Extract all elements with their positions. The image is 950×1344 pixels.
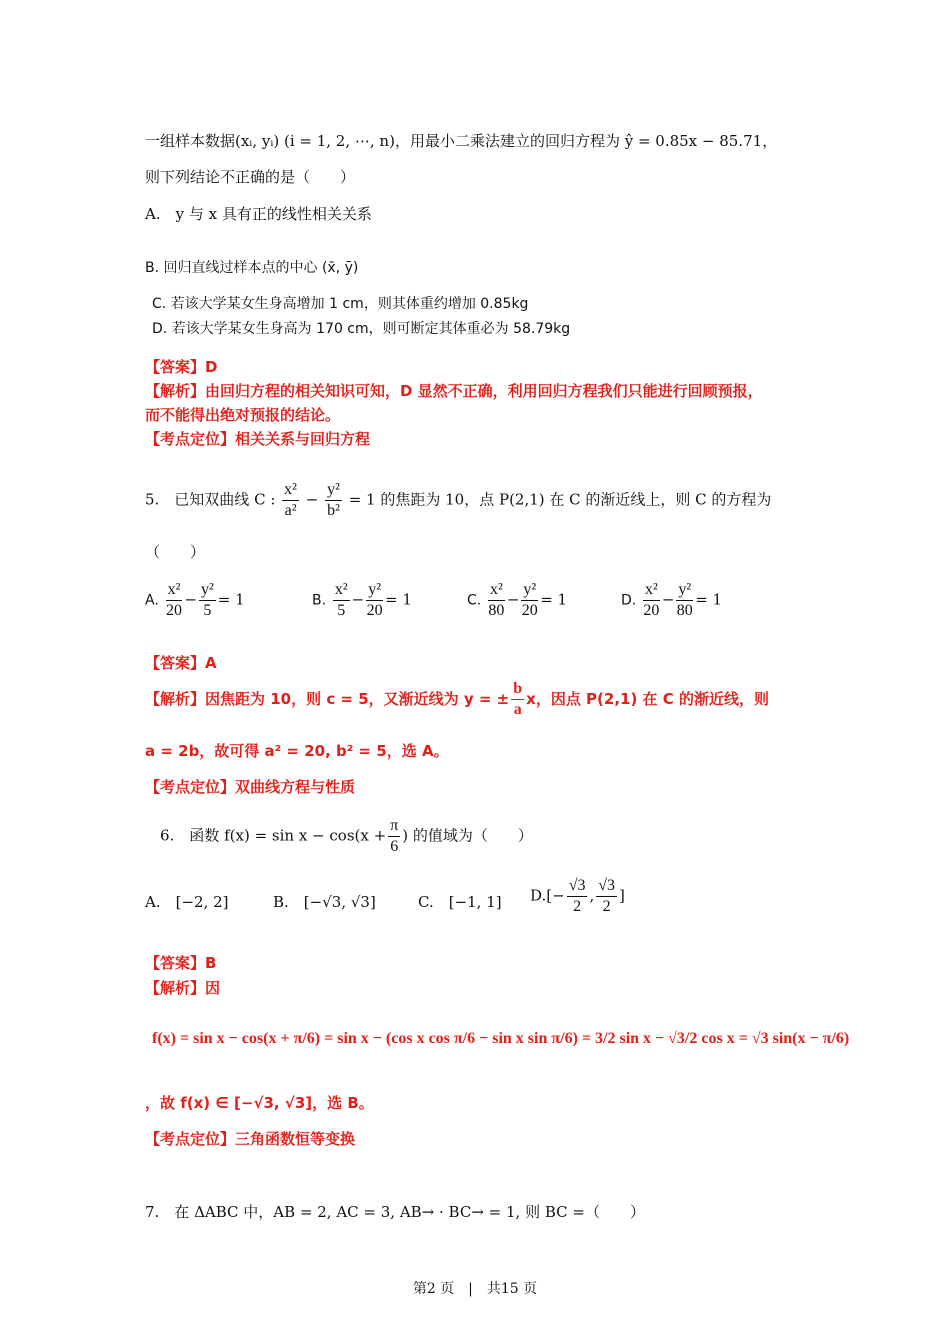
q5-option-d: D. $\frac{\text{x²}}{20}$ − $\frac{\text{y²}}{80}$ = 1 bbox=[621, 581, 723, 619]
q5-topic: 【考点定位】双曲线方程与性质 bbox=[145, 778, 356, 796]
q5-answer: 【答案】A bbox=[145, 654, 217, 672]
q4-stem-line2: 则下列结论不正确的是（ ） bbox=[145, 168, 356, 186]
q6-option-c: C. [−1, 1] bbox=[418, 893, 502, 911]
q5-stem: 5. 已知双曲线 C : $\frac{\text{x²}}{\text{a²}}$ − $\frac{\text{y²}}{\text{b²}}$ = 1 的焦距为 10，点 P(2,1) 在 C 的渐近线上，则 C 的方程为 bbox=[145, 481, 772, 519]
q6-topic: 【考点定位】三角函数恒等变换 bbox=[145, 1130, 356, 1148]
q6-answer: 【答案】B bbox=[145, 954, 217, 972]
q5-frac-y: $\frac{\text{y²}}{\text{b²}}$ bbox=[327, 481, 340, 519]
q6-option-b: B. [−√3, √3] bbox=[273, 893, 376, 911]
q6-conclusion: ，故 f(x) ∈ [−√3, √3]，选 B。 bbox=[145, 1094, 374, 1112]
q5-frac-x: $\frac{\text{x²}}{\text{a²}}$ bbox=[284, 481, 297, 519]
q4-analysis-line2: 而不能得出绝对预报的结论。 bbox=[145, 406, 341, 424]
q4-option-c: C. 若该大学某女生身高增加 1 cm，则其体重约增加 0.85kg bbox=[152, 296, 529, 312]
q4-option-a: A. y 与 x 具有正的线性相关关系 bbox=[145, 205, 372, 223]
q4-analysis-line1: 【解析】由回归方程的相关知识可知，D 显然不正确，利用回归方程我们只能进行回顾预报， bbox=[145, 382, 763, 400]
q6-stem: 6. 函数 f(x) = sin x − cos(x + $\frac{\pi}{6}$ ) 的值域为（ ） bbox=[160, 817, 533, 855]
q4-answer: 【答案】D bbox=[145, 358, 218, 376]
q4-stem-line1: 一组样本数据(xᵢ, yᵢ) (i = 1, 2, ⋯, n)，用最小二乘法建立的回归方程为 ŷ = 0.85x − 85.71， bbox=[145, 132, 778, 150]
q5-option-c: C. $\frac{\text{x²}}{80}$ − $\frac{\text{y²}}{20}$ = 1 bbox=[467, 581, 568, 619]
q5-paren: （ ） bbox=[145, 543, 206, 561]
q5-option-b: B. $\frac{\text{x²}}{5}$ − $\frac{\text{y²}}{20}$ = 1 bbox=[312, 581, 412, 619]
q6-option-a: A. [−2, 2] bbox=[145, 893, 229, 911]
q4-topic: 【考点定位】相关关系与回归方程 bbox=[145, 430, 371, 448]
page-footer: 第2 页 | 共15 页 bbox=[412, 1281, 538, 1297]
q7-stem: 7. 在 ΔABC 中，AB = 2, AC = 3, AB→ · BC→ = 1, 则 BC =（ ） bbox=[145, 1203, 645, 1221]
q4-option-d: D. 若该大学某女生身高为 170 cm，则可断定其体重必为 58.79kg bbox=[152, 321, 571, 337]
q4-option-b: B. 回归直线过样本点的中心 (x̄, ȳ) bbox=[145, 260, 359, 276]
q5-analysis-line2: a = 2b，故可得 a² = 20, b² = 5，选 A。 bbox=[145, 742, 449, 760]
q6-option-d: D.[− $\frac{√3}{2}$ , $\frac{√3}{2}$ ] bbox=[530, 877, 625, 915]
q6-formula: f(x) = sin x − cos(x + π/6) = sin x − (cos x cos π/6 − sin x sin π/6) = 3/2 sin x − √3/2 cos x = √3 sin(x − π/6) bbox=[152, 1030, 850, 1047]
q6-analysis-label: 【解析】因 bbox=[145, 979, 221, 997]
q5-analysis-line1: 【解析】因焦距为 10，则 c = 5，又渐近线为 y = ± $\frac{b}{a}$ x，因点 P(2,1) 在 C 的渐近线，则 bbox=[145, 680, 770, 718]
q5-option-a: A. $\frac{\text{x²}}{20}$ − $\frac{\text{y²}}{5}$ = 1 bbox=[145, 581, 245, 619]
